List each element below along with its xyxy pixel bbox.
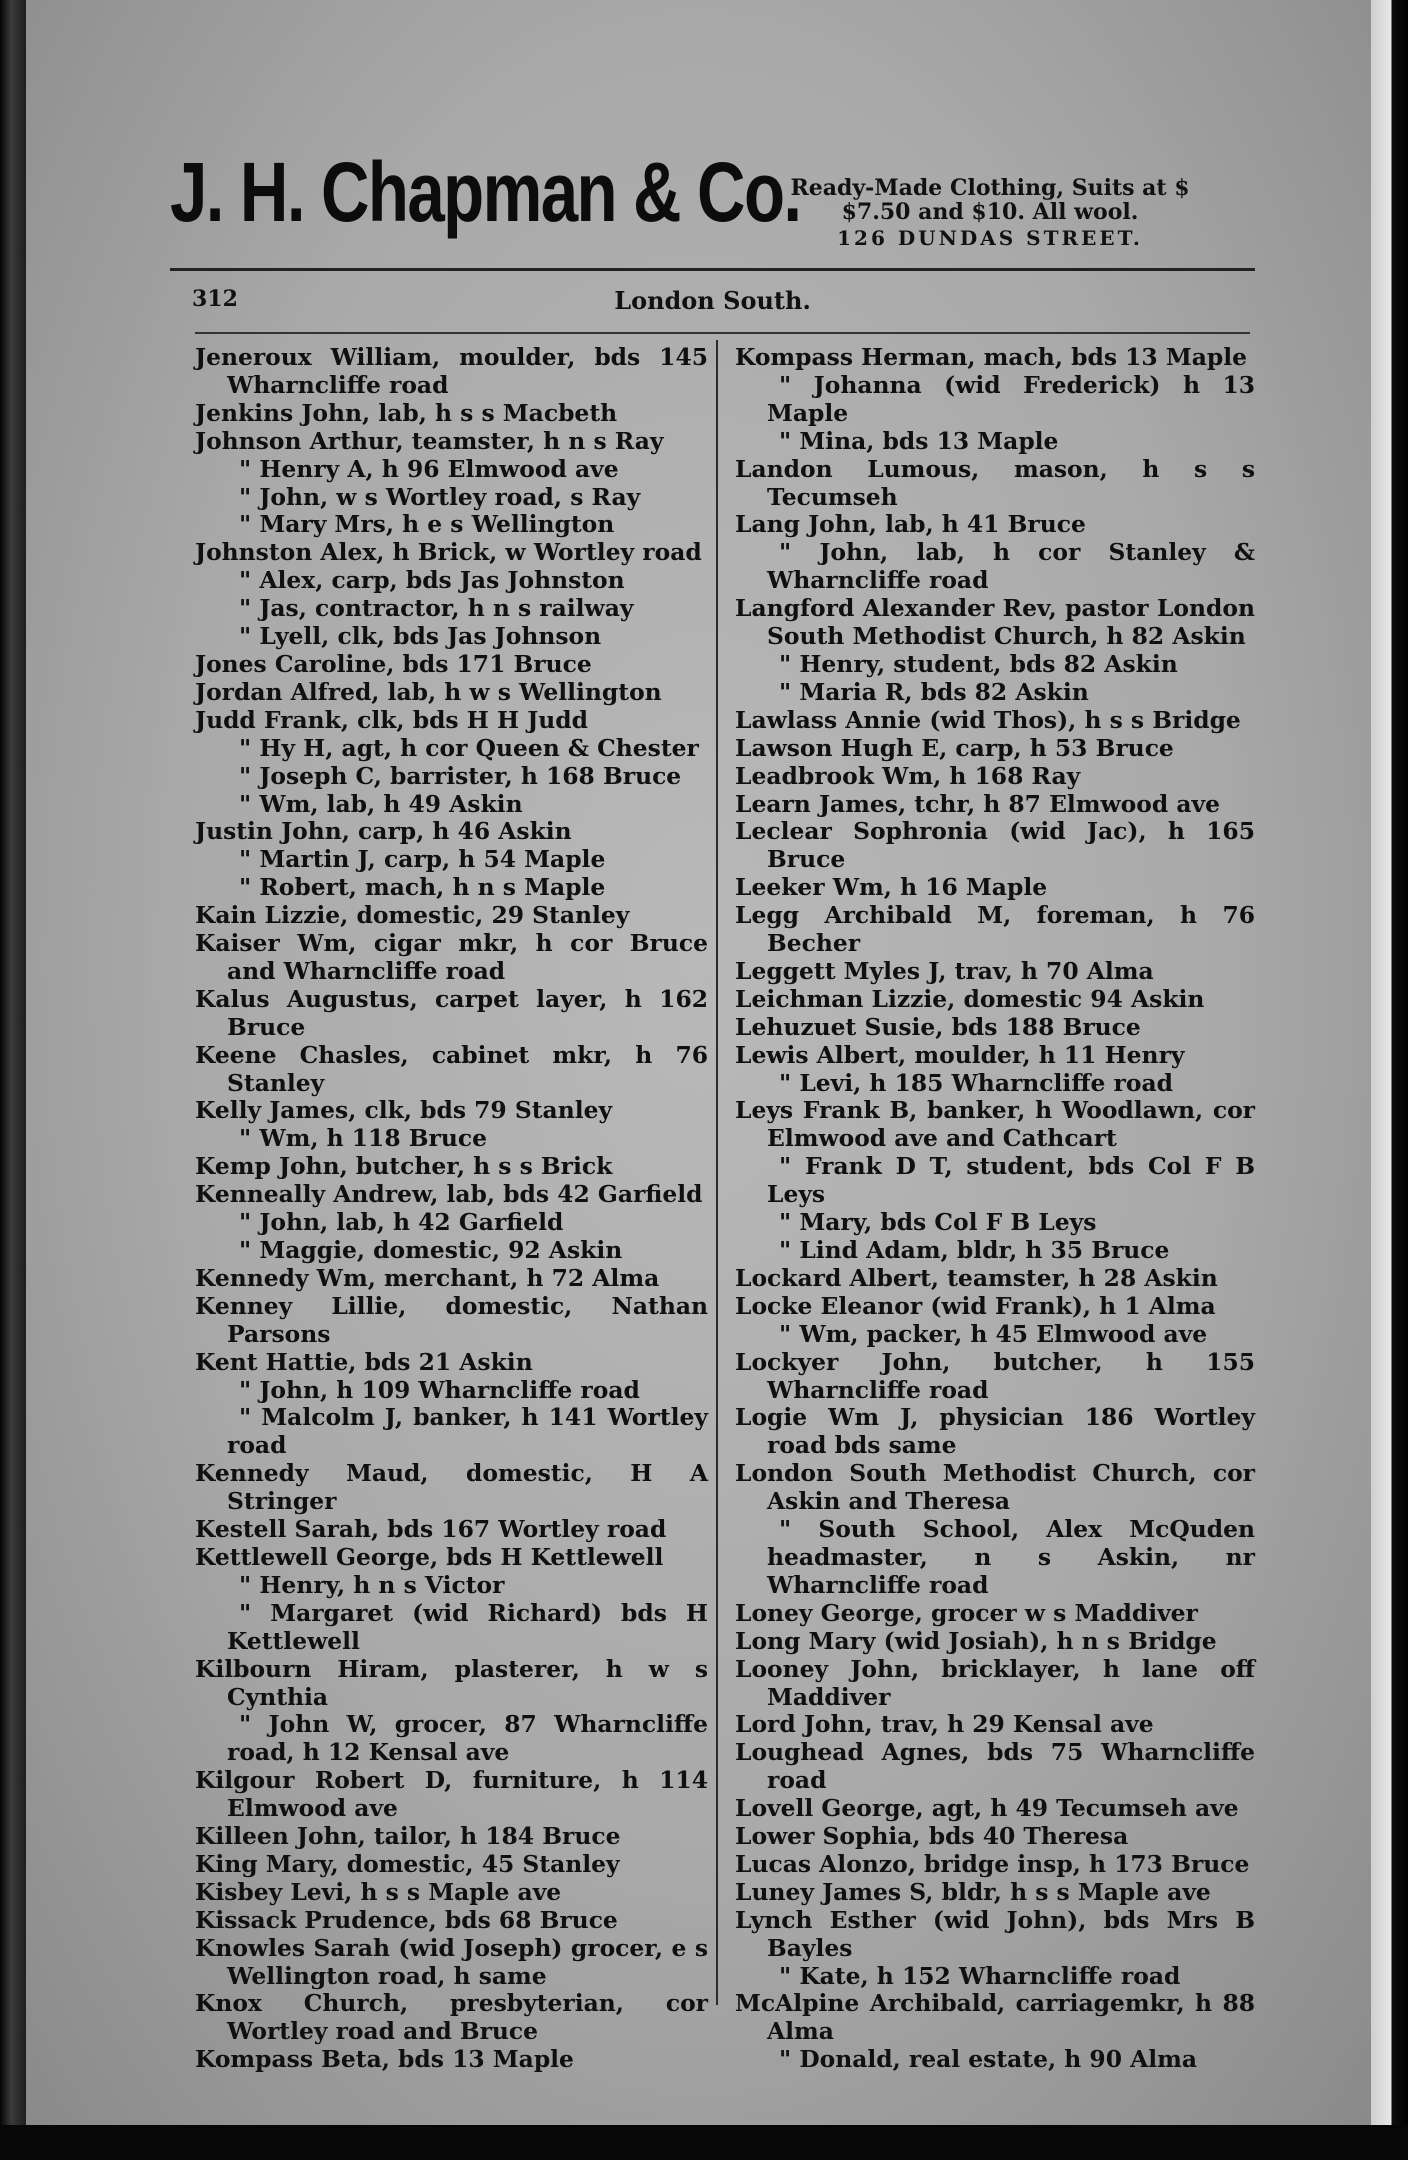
directory-entry: Lawson Hugh E, carp, h 53 Bruce xyxy=(735,733,1174,762)
directory-entry: Leggett Myles J, trav, h 70 Alma xyxy=(735,956,1154,985)
book-binding-edge xyxy=(0,0,28,2160)
directory-entry: " Mary Mrs, h e s Wellington xyxy=(239,510,615,539)
directory-entry: " Mina, bds 13 Maple xyxy=(779,426,1059,455)
directory-entry: Killeen John, tailor, h 184 Bruce xyxy=(195,1822,621,1851)
directory-entry: Leadbrook Wm, h 168 Ray xyxy=(735,761,1081,790)
ad-brand-name: J. H. Chapman & Co. xyxy=(170,145,801,239)
directory-entry: Kemp John, butcher, h s s Brick xyxy=(195,1152,613,1181)
directory-entry: Lang John, lab, h 41 Bruce xyxy=(735,510,1086,539)
directory-entry: Kain Lizzie, domestic, 29 Stanley xyxy=(195,901,630,930)
directory-entry: " John, w s Wortley road, s Ray xyxy=(239,482,641,511)
directory-entry: Kenneally Andrew, lab, bds 42 Garfield xyxy=(195,1180,703,1209)
directory-entry: Johnston Alex, h Brick, w Wortley road xyxy=(195,538,702,567)
directory-entry: Long Mary (wid Josiah), h n s Bridge xyxy=(735,1626,1217,1655)
directory-entry: " Wm, packer, h 45 Elmwood ave xyxy=(779,1319,1208,1348)
directory-entry: Lovell George, agt, h 49 Tecumseh ave xyxy=(735,1794,1239,1823)
directory-entry: " John, h 109 Wharncliffe road xyxy=(239,1375,640,1404)
directory-entry: " Frank D T, student, bds Col F B Leys xyxy=(767,1152,1255,1209)
directory-entry: " Joseph C, barrister, h 168 Bruce xyxy=(239,761,682,790)
directory-entry: " South School, Alex McQuden headmaster, n s Askin, nr Wharncliffe road xyxy=(767,1515,1255,1599)
directory-entry: Kisbey Levi, h s s Maple ave xyxy=(195,1877,562,1906)
directory-entry: Justin John, carp, h 46 Askin xyxy=(195,817,572,846)
directory-entry: Kalus Augustus, carpet layer, h 162 Bruce xyxy=(195,984,708,1041)
directory-entry: " Margaret (wid Richard) bds H Kettlewell xyxy=(227,1598,708,1655)
directory-entry: " John, lab, h 42 Garfield xyxy=(239,1208,564,1237)
directory-entry: Lawlass Annie (wid Thos), h s s Bridge xyxy=(735,705,1241,734)
directory-entry: " Henry A, h 96 Elmwood ave xyxy=(239,454,619,483)
directory-entry: Jones Caroline, bds 171 Bruce xyxy=(195,649,592,678)
directory-entry: Learn James, tchr, h 87 Elmwood ave xyxy=(735,789,1221,818)
page-right-edge xyxy=(1371,0,1408,2160)
advertisement-banner xyxy=(170,145,1250,260)
directory-entry: Kaiser Wm, cigar mkr, h cor Bruce and Wharncliffe road xyxy=(195,929,708,985)
directory-entry: Keene Chasles, cabinet mkr, h 76 Stanley xyxy=(195,1040,708,1097)
directory-entry: Loughead Agnes, bds 75 Wharncliffe road xyxy=(735,1738,1255,1795)
directory-entry: King Mary, domestic, 45 Stanley xyxy=(195,1849,620,1878)
directory-entry: Lehuzuet Susie, bds 188 Bruce xyxy=(735,1012,1141,1041)
running-head-rule xyxy=(195,332,1250,334)
directory-entry: Lord John, trav, h 29 Kensal ave xyxy=(735,1710,1154,1739)
directory-entry: Loney George, grocer w s Maddiver xyxy=(735,1598,1198,1627)
directory-entry: Kennedy Maud, domestic, H A Stringer xyxy=(195,1459,708,1516)
directory-entry: Kompass Beta, bds 13 Maple xyxy=(195,2045,574,2074)
directory-entry: Kestell Sarah, bds 167 Wortley road xyxy=(195,1515,667,1544)
right-column xyxy=(735,344,1255,2074)
directory-entry: Kilbourn Hiram, plasterer, h w s Cynthia xyxy=(195,1654,708,1711)
directory-entry: Logie Wm J, physician 186 Wortley road bds same xyxy=(735,1403,1255,1460)
directory-entry: Lucas Alonzo, bridge insp, h 173 Bruce xyxy=(735,1849,1250,1878)
directory-entry: " Henry, h n s Victor xyxy=(239,1570,505,1599)
directory-entry: Lockyer John, butcher, h 155 Wharncliffe road xyxy=(735,1347,1255,1404)
directory-entry: " Mary, bds Col F B Leys xyxy=(779,1208,1097,1237)
ad-tagline xyxy=(730,176,1250,249)
directory-entry: Jenkins John, lab, h s s Macbeth xyxy=(195,398,618,427)
directory-entry: " Lind Adam, bldr, h 35 Bruce xyxy=(779,1236,1170,1264)
directory-entry: Lewis Albert, moulder, h 11 Henry xyxy=(735,1040,1185,1069)
ad-tagline-line-1: Ready-Made Clothing, Suits at $ xyxy=(790,175,1190,201)
directory-entry: " Levi, h 185 Wharncliffe road xyxy=(779,1068,1173,1097)
directory-entry: Landon Lumous, mason, h s s Tecumseh xyxy=(735,454,1255,511)
directory-entry: " Johanna (wid Frederick) h 13 Maple xyxy=(767,370,1255,427)
directory-entry: Kissack Prudence, bds 68 Bruce xyxy=(195,1905,618,1934)
directory-entry: Knowles Sarah (wid Joseph) grocer, e s Wellington road, h same xyxy=(195,1933,708,1990)
running-head xyxy=(170,286,1255,316)
directory-entry: " Maggie, domestic, 92 Askin xyxy=(239,1236,623,1264)
directory-entry: " Maria R, bds 82 Askin xyxy=(779,677,1089,706)
directory-entry: Leichman Lizzie, domestic 94 Askin xyxy=(735,984,1205,1013)
directory-entry: Lockard Albert, teamster, h 28 Askin xyxy=(735,1263,1218,1292)
directory-entry: " Kate, h 152 Wharncliffe road xyxy=(779,1961,1181,1990)
directory-entry: McAlpine Archibald, carriagemkr, h 88 Alma xyxy=(735,1989,1255,2046)
directory-entry: Lynch Esther (wid John), bds Mrs B Bayles xyxy=(735,1905,1255,1962)
directory-entry: Jordan Alfred, lab, h w s Wellington xyxy=(195,677,662,706)
directory-entry: " John W, grocer, 87 Wharncliffe road, h 12 Kensal ave xyxy=(227,1710,708,1767)
directory-entry: " Wm, h 118 Bruce xyxy=(239,1124,487,1153)
directory-entry: Jeneroux William, moulder, bds 145 Wharncliffe road xyxy=(195,343,708,399)
directory-entry: " Hy H, agt, h cor Queen & Chester xyxy=(239,733,699,762)
directory-entry: Kettlewell George, bds H Kettlewell xyxy=(195,1542,664,1571)
directory-entry: Judd Frank, clk, bds H H Judd xyxy=(195,705,589,734)
directory-entry: " Robert, mach, h n s Maple xyxy=(239,873,606,902)
directory-entry: London South Methodist Church, cor Askin and Theresa xyxy=(735,1459,1255,1516)
directory-entry: " Martin J, carp, h 54 Maple xyxy=(239,845,606,874)
directory-entry: Legg Archibald M, foreman, h 76 Becher xyxy=(735,901,1255,958)
directory-entry: " Donald, real estate, h 90 Alma xyxy=(779,2045,1198,2074)
directory-entry: Kelly James, clk, bds 79 Stanley xyxy=(195,1096,613,1125)
directory-entry: Leclear Sophronia (wid Jac), h 165 Bruce xyxy=(735,817,1255,874)
directory-entry: " Henry, student, bds 82 Askin xyxy=(779,649,1178,678)
directory-entry: Langford Alexander Rev, pastor London South Methodist Church, h 82 Askin xyxy=(735,594,1255,651)
directory-entry: Johnson Arthur, teamster, h n s Ray xyxy=(195,426,664,455)
directory-entry: Looney John, bricklayer, h lane off Maddiver xyxy=(735,1654,1255,1711)
directory-entry: " Wm, lab, h 49 Askin xyxy=(239,789,523,818)
page-bottom-edge xyxy=(0,2125,1408,2160)
directory-entry: Kent Hattie, bds 21 Askin xyxy=(195,1347,533,1376)
directory-entry: Locke Eleanor (wid Frank), h 1 Alma xyxy=(735,1291,1216,1320)
section-title: London South. xyxy=(614,286,811,315)
ad-tagline-line-2: $7.50 and $10. All wool. xyxy=(841,199,1139,226)
directory-entry: Kompass Herman, mach, bds 13 Maple xyxy=(735,343,1247,371)
column-divider xyxy=(716,340,718,2005)
page-number: 312 xyxy=(192,286,238,312)
ad-address: 126 DUNDAS STREET. xyxy=(837,226,1143,251)
directory-entry: Leeker Wm, h 16 Maple xyxy=(735,873,1048,902)
directory-entry: Lower Sophia, bds 40 Theresa xyxy=(735,1822,1129,1851)
left-column xyxy=(195,344,708,2074)
directory-entry: Kilgour Robert D, furniture, h 114 Elmwood ave xyxy=(195,1766,708,1823)
header-rule xyxy=(170,268,1255,271)
directory-entry: Luney James S, bldr, h s s Maple ave xyxy=(735,1877,1211,1906)
directory-entry: Kennedy Wm, merchant, h 72 Alma xyxy=(195,1263,660,1292)
directory-entry: Kenney Lillie, domestic, Nathan Parsons xyxy=(195,1291,708,1348)
directory-entry: " John, lab, h cor Stanley & Wharncliffe road xyxy=(767,538,1255,595)
directory-entry: " Jas, contractor, h n s railway xyxy=(239,594,634,623)
directory-entry: " Alex, carp, bds Jas Johnston xyxy=(239,566,625,595)
directory-entry: " Malcolm J, banker, h 141 Wortley road xyxy=(227,1403,708,1460)
directory-entry: " Lyell, clk, bds Jas Johnson xyxy=(239,622,602,651)
directory-entry: Knox Church, presbyterian, cor Wortley road and Bruce xyxy=(195,1989,708,2046)
directory-entry: Leys Frank B, banker, h Woodlawn, cor Elmwood ave and Cathcart xyxy=(735,1096,1255,1153)
